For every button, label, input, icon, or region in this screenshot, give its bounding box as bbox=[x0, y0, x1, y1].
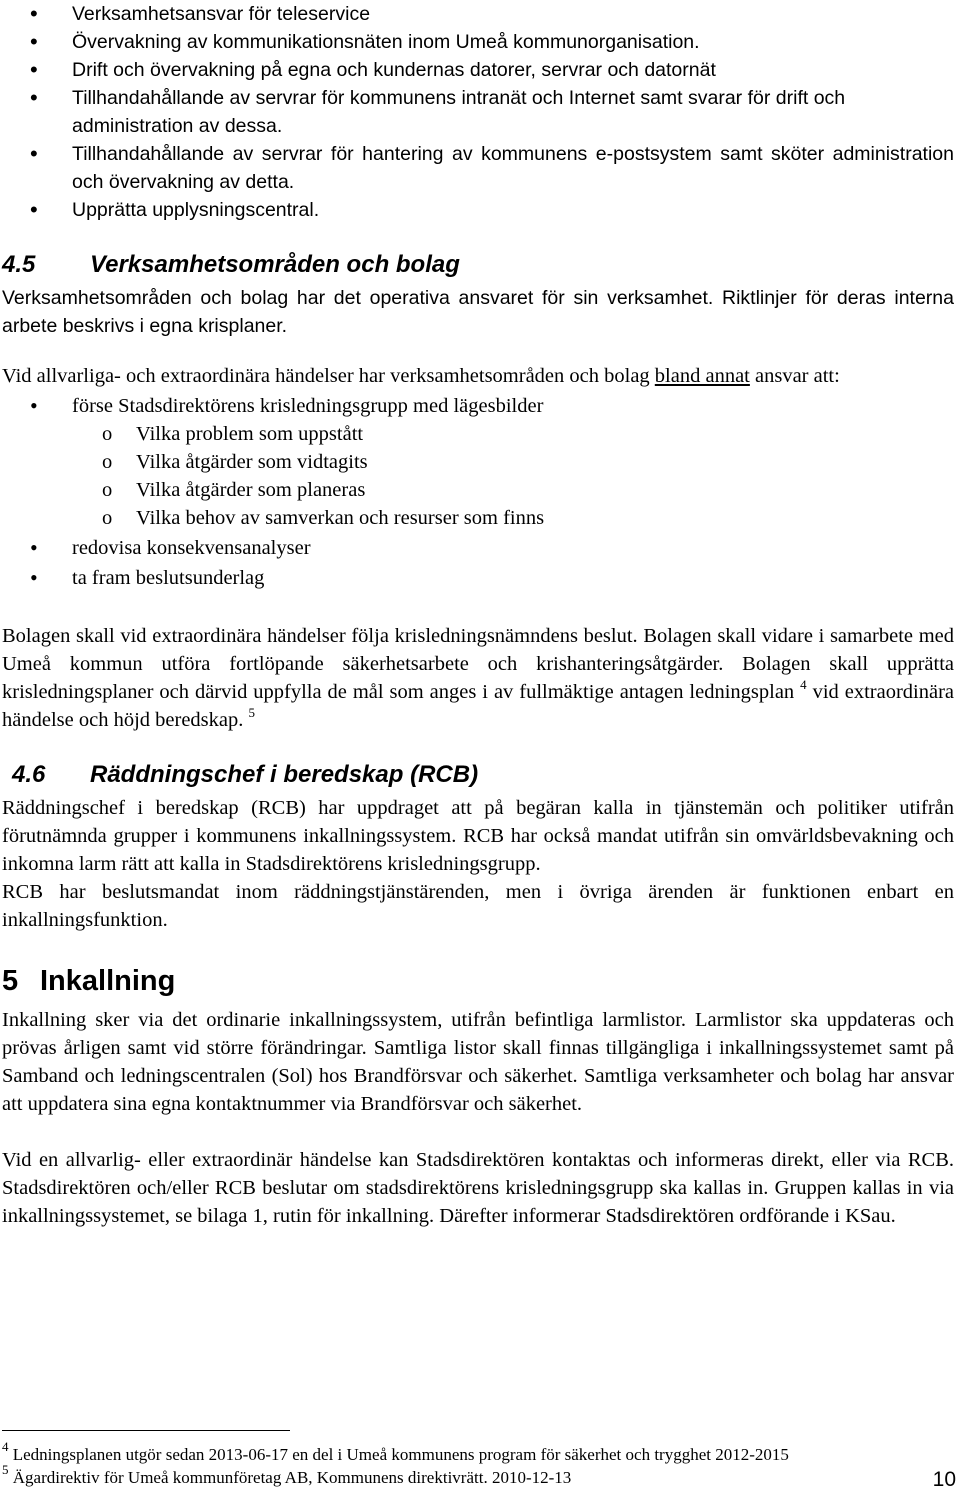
page-number: 10 bbox=[932, 1468, 956, 1491]
footnote-ref-5: 5 bbox=[248, 705, 255, 720]
closing-text-end: vid extraordinära händelse och höjd beredskap. bbox=[2, 681, 955, 731]
list-item: • Tillhandahållande av servrar för kommunens intranät och Internet samt svarar för drift och administration av dessa. bbox=[2, 84, 954, 140]
list-item: • Övervakning av kommunikationsnäten inom Umeå kommunorganisation. bbox=[2, 28, 954, 56]
footnote-4 bbox=[2, 1439, 954, 1466]
list-item: • Drift och övervakning på egna och kundernas datorer, servrar och datornät bbox=[2, 56, 954, 84]
list-item: • Upprätta upplysningscentral. bbox=[2, 196, 954, 224]
list-item: • ta fram beslutsunderlag bbox=[2, 564, 954, 592]
footnote-text: Ägardirektiv för Umeå kommunföretag AB, Kommunens direktivrätt. 2010-12-13 bbox=[12, 1468, 572, 1487]
section-number: 4.6 bbox=[12, 761, 46, 788]
section-4-6-paragraph-2: RCB har beslutsmandat inom räddningstjänstärenden, men i övriga ärenden är funktionen enbart en inkallningsfunktion. bbox=[2, 881, 954, 931]
section-heading-4-6 bbox=[2, 760, 954, 790]
responsibility-list bbox=[2, 0, 954, 224]
section-5-paragraph-2: Vid en allvarlig- eller extraordinär händelse kan Stadsdirektören kontaktas och informeras direkt, eller via RCB. Stadsdirektören och/eller RCB beslutar om stadsdirektörens krisledningsgrupp ska kallas in. Gruppen kallas in via inkallningssystemet, se bilaga 1, rutin för inkallning. Därefter informerar Stadsdirektören ordförande i KSau. bbox=[2, 1149, 954, 1227]
sub-list-item: o Vilka åtgärder som vidtagits bbox=[2, 448, 954, 476]
section-title: Verksamhetsområden och bolag bbox=[90, 251, 460, 278]
footnote-text: Ledningsplanen utgör sedan 2013-06-17 en del i Umeå kommunens program för säkerhet och trygghet 2012-2015 bbox=[12, 1445, 789, 1464]
section-4-6-paragraph-1: Räddningschef i beredskap (RCB) har uppdraget att på begäran kalla in tjänstemän och politiker utifrån förutnämnda grupper i kommunens inkallningssystem. RCB har också mandat utifrån sin omvärldsbevakning och inkomna larm rätt att kalla in Stadsdirektörens krisledningsgrupp. bbox=[2, 797, 954, 875]
section-heading-4-5 bbox=[2, 250, 954, 280]
sub-list-item: o Vilka behov av samverkan och resurser som finns bbox=[2, 504, 954, 532]
section-number: 5 bbox=[2, 965, 19, 997]
footnote-number: 4 bbox=[2, 1439, 9, 1454]
footnote-separator bbox=[2, 1430, 290, 1431]
list-item: • förse Stadsdirektörens krisledningsgrupp med lägesbilder bbox=[2, 392, 954, 420]
section-number: 4.5 bbox=[2, 251, 36, 278]
list-item: • redovisa konsekvensanalyser bbox=[2, 534, 954, 562]
document-page bbox=[2, 0, 955, 1487]
lead-text-end: ansvar att: bbox=[749, 365, 840, 387]
section-4-5-lead bbox=[2, 362, 954, 390]
responsibility-bullets bbox=[2, 392, 954, 592]
section-4-5-closing bbox=[2, 622, 954, 734]
footnotes bbox=[2, 1430, 954, 1489]
section-4-5-intro: Verksamhetsområden och bolag har det operativa ansvaret för sin verksamhet. Riktlinjer för deras interna arbete beskrivs i egna krisplaner. bbox=[2, 287, 954, 337]
sub-list-item: o Vilka åtgärder som planeras bbox=[2, 476, 954, 504]
lead-text: Vid allvarliga- och extraordinära händelser har verksamhetsområden och bolag bbox=[2, 365, 655, 387]
section-5-paragraph-1: Inkallning sker via det ordinarie inkallningssystem, utifrån befintliga larmlistor. Larmlistor ska uppdateras och prövas årligen samt vid större förändringar. Samtliga listor skall finnas tillgängliga i inkallningssystemet samt på Samband och ledningscentralen (Sol) hos Brandförsvar och säkerhet. Samtliga verksamheter och bolag har ansvar att uppdatera sina egna kontaktnummer via Brandförsvar och säkerhet. bbox=[2, 1009, 954, 1115]
section-heading-5 bbox=[2, 964, 954, 998]
section-title: Räddningschef i beredskap (RCB) bbox=[90, 761, 479, 788]
lead-underlined: bland annat bbox=[654, 365, 750, 387]
footnote-number: 5 bbox=[2, 1462, 9, 1477]
sub-list-item: o Vilka problem som uppstått bbox=[2, 420, 954, 448]
list-item: • Verksamhetsansvar för teleservice bbox=[2, 0, 954, 28]
footnote-5 bbox=[2, 1462, 954, 1489]
footnote-ref-4: 4 bbox=[800, 677, 807, 692]
section-title: Inkallning bbox=[40, 965, 176, 997]
closing-text: Bolagen skall vid extraordinära händelser följa krisledningsnämndens beslut. Bolagen skall vidare i samarbete med Umeå kommun utföra fortlöpande säkerhetsarbete och krishanteringsåtgärder. Bolagen skall upprätta krisledningsplaner och därvid uppfylla de mål som anges i av fullmäktige antagen ledningsplan bbox=[2, 625, 954, 703]
list-item: • Tillhandahållande av servrar för hantering av kommunens e-postsystem samt sköter administration och övervakning av detta. bbox=[2, 140, 954, 196]
